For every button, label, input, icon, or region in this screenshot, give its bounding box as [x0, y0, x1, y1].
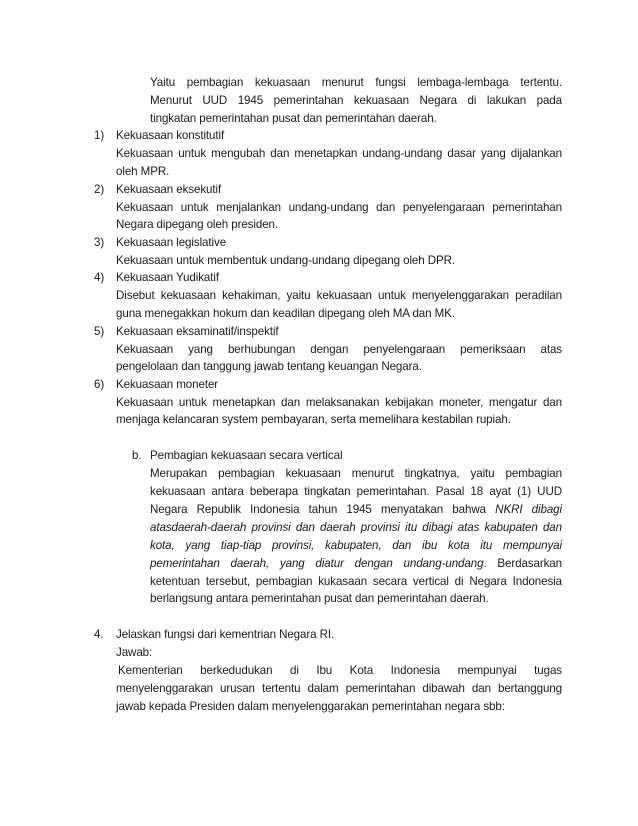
- item-5-title: Kekuasaan eksaminatif/inspektif: [116, 325, 279, 338]
- item-1-line-2: oleh MPR.: [116, 165, 170, 178]
- answer-line-2: menyelenggarakan urusan tertentu dalam pemerintahan dibawah dan bertanggung: [116, 682, 562, 695]
- section-b-number: b.: [132, 449, 142, 462]
- item-1-title: Kekuasaan konstitutif: [116, 129, 225, 142]
- item-4-title: Kekuasaan Yudikatif: [116, 271, 219, 284]
- item-6-title: Kekuasaan moneter: [116, 378, 219, 391]
- item-1-line-1: Kekuasaan untuk mengubah dan menetapkan undang-undang dasar yang dijalankan: [116, 147, 562, 160]
- section-b-line-6-text: . Berdasarkan: [483, 557, 562, 570]
- item-3-line-1: Kekuasaan untuk membentuk undang-undang dipegang oleh DPR.: [116, 254, 456, 267]
- section-b-line-6: [150, 556, 562, 571]
- section-b-line-2: kekuasaan antara beberapa tingkatan pemerintahan. Pasal 18 ayat (1) UUD: [150, 485, 562, 498]
- item-5-line-1: Kekuasaan yang berhubungan dengan penyelengaraan pemeriksaan atas: [116, 343, 562, 356]
- section-b-line-5-italic: kota, yang tiap-tiap provinsi, kabupaten, dan ibu kota itu mempunyai: [150, 539, 562, 552]
- section-b-line-1: Merupakan pembagian kekuasaan menurut tingkatnya, yaitu pembagian: [150, 467, 562, 480]
- item-4-line-1: Disebut kekuasaan kehakiman, yaitu kekuasaan untuk menyelenggarakan peradilan: [116, 289, 562, 302]
- section-b-line-4-italic: atasdaerah-daerah provinsi dan daerah provinsi itu dibagi atas kabupaten dan: [150, 521, 562, 534]
- intro-line-2: Menurut UUD 1945 pemerintahan kekuasaan Negara di lakukan pada: [150, 94, 562, 107]
- section-b-line-6-italic: pemerintahan daerah, yang diatur dengan undang-undang: [150, 557, 484, 570]
- section-b-line-4: [150, 520, 562, 535]
- item-2-line-1: Kekuasaan untuk menjalankan undang-undang dan penyelengaraan pemerintahan: [116, 201, 562, 214]
- answer-label: Jawab:: [116, 646, 153, 659]
- item-5-line-2: pengelolaan dan tanggung jawab tentang keuangan Negara.: [116, 360, 422, 373]
- item-3-title: Kekuasaan legislative: [116, 236, 227, 249]
- section-b-line-8: berlangsung antara pemerintahan pusat dan pemerintahan daerah.: [150, 592, 489, 605]
- section-b-line-3: [150, 502, 562, 517]
- intro-line-3: tingkatan pemerintahan pusat dan pemerintahan daerah.: [150, 112, 437, 125]
- item-2-number: 2): [94, 183, 105, 196]
- section-b-line-7: ketentuan tersebut, pembagian kukasaan secara vertical di Negara Indonesia: [150, 575, 562, 588]
- item-2-line-2: Negara dipegang oleh presiden.: [116, 218, 279, 231]
- item-2-title: Kekuasaan eksekutif: [116, 183, 222, 196]
- item-5-number: 5): [94, 325, 105, 338]
- section-b-line-3-text: Negara Republik Indonesia tahun 1945 menyatakan bahwa: [150, 503, 496, 516]
- item-1-number: 1): [94, 129, 105, 142]
- item-4-line-2: guna menegakkan hokum dan keadilan dipegang oleh MA dan MK.: [116, 307, 455, 320]
- item-6-line-2: menjaga kelancaran system pembayaran, serta memelihara kestabilan rupiah.: [116, 413, 511, 426]
- section-b-title: Pembagian kekuasaan secara vertical: [150, 449, 343, 462]
- intro-line-1: Yaitu pembagian kekuasaan menurut fungsi lembaga-lembaga tertentu.: [150, 76, 562, 89]
- answer-line-1: Kementerian berkedudukan di Ibu Kota Indonesia mempunyai tugas: [118, 664, 562, 677]
- section-b-line-5: [150, 538, 562, 553]
- item-6-line-1: Kekuasaan untuk menetapkan dan melaksanakan kebijakan moneter, mengatur dan: [116, 396, 562, 409]
- item-4-number: 4): [94, 271, 105, 284]
- item-3-number: 3): [94, 236, 105, 249]
- item-6-number: 6): [94, 378, 105, 391]
- question-4-title: Jelaskan fungsi dari kementrian Negara RI.: [116, 628, 335, 641]
- section-b-line-3-italic: NKRI dibagi: [495, 503, 563, 516]
- answer-line-3: jawab kepada Presiden dalam menyelenggarakan pemerintahan negara sbb:: [116, 700, 505, 713]
- question-4-number: 4.: [94, 628, 104, 641]
